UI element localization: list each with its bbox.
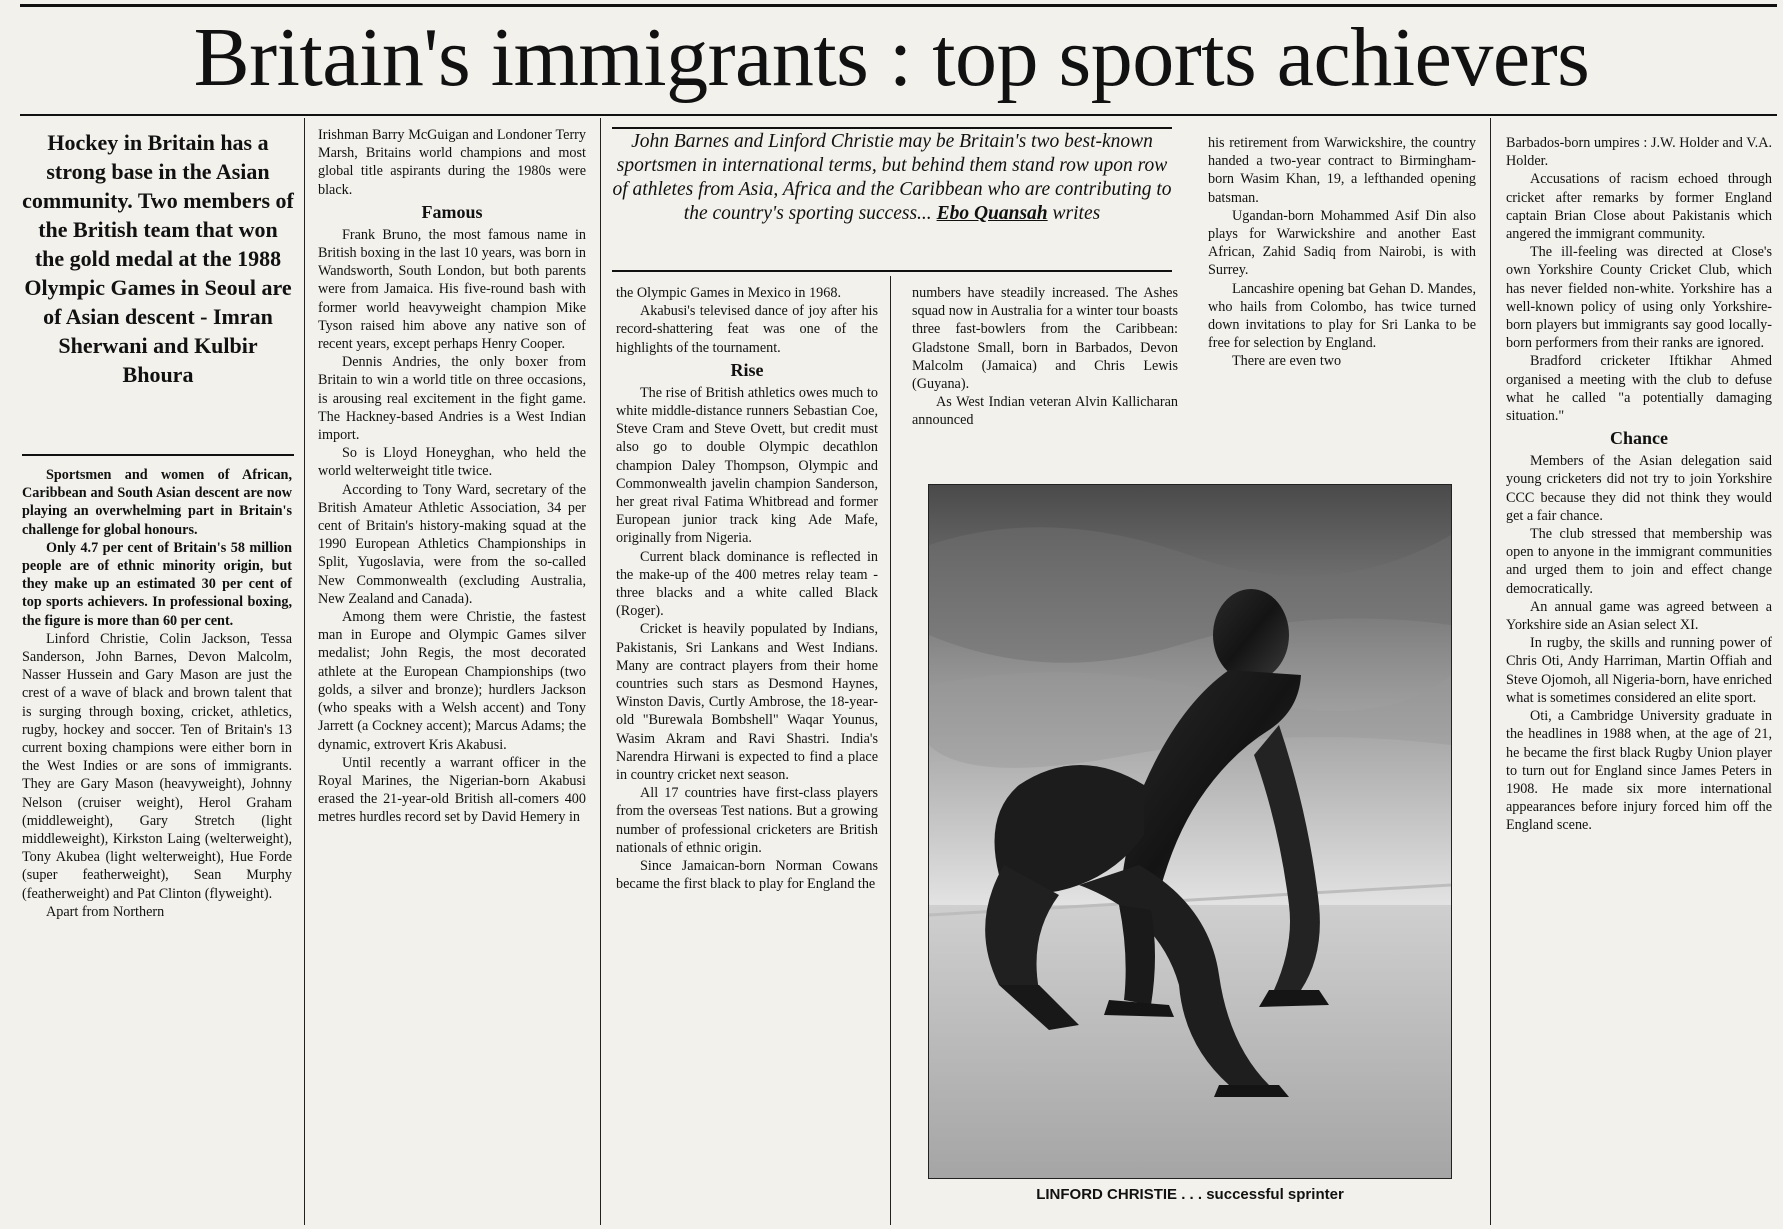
column-4 — [912, 284, 1178, 430]
paragraph: Only 4.7 per cent of Britain's 58 million people are of ethnic minority origin, but they make up an estimated 30 per cent of top sports achievers. In professional boxing, the figure is more than 60 per cent. — [22, 539, 292, 629]
paragraph: Ugandan-born Mohammed Asif Din also plays for Warwickshire and another East African, Zahid Sadiq from Nairobi, is with Surrey. — [1208, 207, 1476, 279]
byline-name: Ebo Quansah — [936, 203, 1048, 224]
headline: Britain's immigrants : top sports achievers — [193, 11, 1590, 104]
paragraph: Oti, a Cambridge University graduate in the headlines in 1988 when, at the age of 21, he became the first black Rugby Union player to turn out for England since James Peters in 1908. He made six more international appearances before injury forced him off the England scene. — [1506, 708, 1772, 834]
paragraph: According to Tony Ward, secretary of the British Amateur Athletic Association, 34 per cent of Britain's history-making squad at the 1990 European Athletics Championships in Split, Yugoslavia, were from the so-called New Commonwealth (excluding Australia, New Zealand and Canada). — [318, 481, 586, 607]
paragraph: There are even two — [1232, 353, 1342, 370]
paragraph: Apart from Northern — [46, 903, 165, 920]
paragraph: Accusations of racism echoed through cricket after remarks by former England captain Brian Close about Pakistanis which angered the immigrant community. — [1506, 171, 1772, 243]
paragraph: Cricket is heavily populated by Indians, Pakistanis, Sri Lankans and West Indians. Many are contract players from their home countries such stars as Desmond Haynes, Winston Davis, Curtly Ambrose, the 18-year-old "Burewala Bombshell" Waqar Younus, Wasim Akram and Ravi Shastri. India's Narendra Hirwani is expected to find a place in country cricket next season. — [616, 621, 878, 784]
paragraph: The rise of British athletics owes much to white middle-distance runners Sebastian Coe, Steve Cram and Steve Ovett, but credit must also go to double Olympic decathlon champion Daley Thompson, Olympic and Commonwealth javelin champion Sanderson, her great rival Fatima Whitbread and former European junior track king Ade Mafe, originally from Nigeria. — [616, 384, 878, 547]
paragraph: So is Lloyd Honeyghan, who held the world welterweight title twice. — [318, 445, 586, 480]
paragraph: Linford Christie, Colin Jackson, Tessa Sanderson, John Barnes, Devon Malcolm, Nasser Hussein and Gary Mason are just the crest of a wave of black and brown talent that is surging through boxing, cricket, athletics, rugby, hockey and soccer. Ten of Britain's 13 current boxing champions were either born in the West Indies or are sons of immigrants. They are Gary Mason (heavyweight), Johnny Nelson (cruiser weight), Herol Graham (middleweight), Gary Stretch (light middleweight), Kirkston Laing (welterweight), Tony Akubea (light welterweight), Hue Forde (super featherweight), Sean Murphy (featherweight) and Pat Clinton (flyweight). — [22, 630, 292, 902]
column-1 — [22, 466, 292, 921]
paragraph: As West Indian veteran Alvin Kallicharan announced — [912, 394, 1178, 429]
column-5 — [1208, 134, 1476, 371]
paragraph: Dennis Andries, the only boxer from Britain to win a world title on three occasions, is arousing real excitement in the fight game. The Hackney-based Andries is a West Indian import. — [318, 354, 586, 444]
headline-rule — [20, 114, 1777, 116]
paragraph: Frank Bruno, the most famous name in British boxing in the last 10 years, was born in Wandsworth, South London, but both parents were from Jamaica. His five-round bash with former world heavyweight champion Mike Tyson raised him above any native son of recent years, except perhaps Henry Cooper. — [318, 226, 586, 353]
paragraph: Akabusi's televised dance of joy after his record-shattering feat was one of the highlights of the tournament. — [616, 303, 878, 356]
subhead-famous: Famous — [421, 201, 483, 222]
paragraph: The club stressed that membership was open to anyone in the immigrant communities and urged them to join and effect change democratically. — [1506, 526, 1772, 597]
caption-name: LINFORD CHRISTIE . . . — [1036, 1186, 1203, 1203]
paragraph: Lancashire opening bat Gehan D. Mandes, who hails from Colombo, has twice turned down invitations to play for Sri Lanka to be free for selection by England. — [1208, 280, 1476, 352]
intro-deck: Hockey in Britain has a strong base in the Asian community. Two members of the British team that won the gold medal at the 1988 Olympic Games in Seoul are of Asian descent - Imran Sherwani and Kulbir Bhoura — [22, 130, 294, 387]
standfirst-text: John Barnes and Linford Christie may be Britain's two best-known sportsmen in international terms, but behind them stand row upon row of athletes from Asia, Africa and the Caribbean who are contributing to the country's sporting success... — [612, 131, 1172, 224]
paragraph: Members of the Asian delegation said young cricketers did not try to join Yorkshire CCC because they did not think they would get a fair chance. — [1506, 453, 1772, 524]
paragraph: Sportsmen and women of African, Caribbean and South Asian descent are now playing an overwhelming part in Britain's challenge for global honours. — [22, 467, 292, 538]
byline-suffix: writes — [1052, 203, 1101, 224]
paragraph: numbers have steadily increased. The Ashes squad now in Australia for a winter tour boasts three fast-bowlers from the Caribbean: Gladstone Small, born in Barbados, Devon Malcolm (Jamaica) and Chris Lewis (Guyana). — [912, 285, 1178, 393]
photo-linford-christie — [928, 484, 1452, 1179]
paragraph: In rugby, the skills and running power of Chris Oti, Andy Harriman, Martin Offiah and Steve Ojomoh, all Nigeria-born, have enriched what is sometimes considered an elite sport. — [1506, 635, 1772, 706]
sprinter-photo-illustration — [929, 485, 1451, 1178]
paragraph: his retirement from Warwickshire, the country handed a two-year contract to Birmingham-born Wasim Khan, 19, a lefthanded opening batsman. — [1208, 135, 1476, 206]
subhead-chance: Chance — [1610, 428, 1668, 449]
paragraph: The ill-feeling was directed at Close's own Yorkshire County Cricket Club, which has never fielded non-white. Yorkshire has a well-known policy of using only Yorkshire-born players but immigrants say good locally-born performers from their ranks are ignored. — [1506, 244, 1772, 352]
standfirst — [612, 130, 1172, 226]
column-3 — [616, 284, 878, 894]
paragraph: Bradford cricketer Iftikhar Ahmed organised a meeting with the club to defuse what he called "a potentially damaging situation." — [1506, 353, 1772, 425]
column-divider — [600, 118, 601, 1225]
paragraph: Until recently a warrant officer in the Royal Marines, the Nigerian-born Akabusi erased the 21-year-old British all-comers 400 metres hurdles record set by David Hemery in — [318, 754, 586, 826]
paragraph: An annual game was agreed between a Yorkshire side an Asian select XI. — [1506, 598, 1772, 634]
paragraph: Among them were Christie, the fastest man in Europe and Olympic Games silver medalist; John Regis, the most decorated athlete at the European Championships (two golds, a silver and bronze); hurdlers Jackson (who speaks with a Welsh accent) and Tony Jarrett (a Cockney accent); Marcus Adams; the dynamic, extrovert Kris Akabusi. — [318, 609, 586, 753]
standfirst-rule-top — [612, 127, 1172, 129]
paragraph: All 17 countries have first-class players from the overseas Test nations. But a growing number of professional cricketers are British nationals of ethnic origin. — [616, 785, 878, 856]
subhead-rise: Rise — [730, 359, 764, 380]
paragraph: Current black dominance is reflected in the make-up of the 400 metres relay team - three blacks and a white called Black (Roger). — [616, 548, 878, 620]
column-divider — [890, 276, 891, 1225]
column-1-bold-lead — [22, 466, 292, 630]
paragraph: Irishman Barry McGuigan and Londoner Terry Marsh, Britains world champions and most global title aspirants during the 1980s were black. — [318, 127, 586, 198]
column-2 — [318, 126, 586, 827]
photo-caption — [930, 1186, 1450, 1203]
standfirst-rule-bottom — [612, 270, 1172, 272]
paragraph: the Olympic Games in Mexico in 1968. — [616, 285, 841, 301]
column-6 — [1506, 134, 1772, 835]
column-divider — [1490, 118, 1491, 1225]
column-divider — [304, 118, 305, 1225]
intro-rule — [22, 454, 294, 456]
paragraph: Barbados-born umpires : J.W. Holder and V.A. Holder. — [1506, 135, 1772, 170]
caption-text: successful sprinter — [1206, 1186, 1344, 1203]
paragraph: Since Jamaican-born Norman Cowans became the first black to play for England the — [616, 858, 878, 893]
top-rule — [20, 4, 1777, 7]
